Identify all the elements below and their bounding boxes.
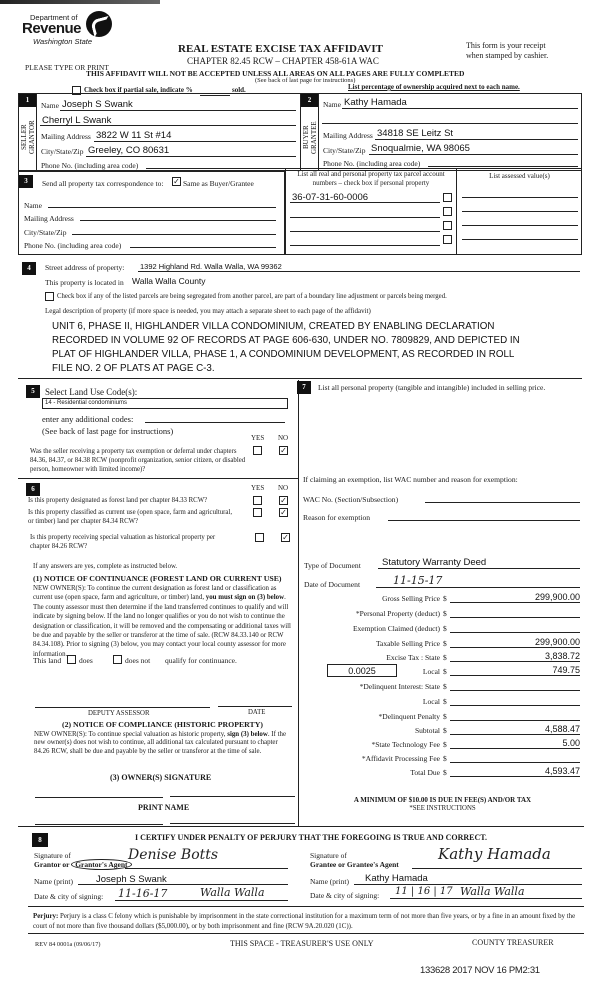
section-1-divider xyxy=(36,93,37,171)
section-6-number: 6 xyxy=(26,483,40,496)
grantor-name-value[interactable]: Joseph S Swank xyxy=(96,874,167,885)
parcel-underline-1 xyxy=(290,202,440,203)
local-rate-input[interactable]: 0.0025 xyxy=(327,664,397,677)
receipt-note-2: when stamped by cashier. xyxy=(466,51,549,60)
land-use-label: Select Land Use Code(s): xyxy=(45,387,138,397)
state-technology-fee-value[interactable]: 5.00 xyxy=(450,738,580,749)
washington-state-label: Washington State xyxy=(33,37,93,46)
does-label: does xyxy=(79,656,93,665)
historical-yes-checkbox[interactable] xyxy=(255,533,264,542)
grantor-signature-underline xyxy=(125,868,288,869)
buyer-phone-label: Phone No. (including area code) xyxy=(323,159,421,168)
current-use-question: Is this property classified as current use (open space, farm and agricultural, or timber) land per chapter 84.34 RCW? xyxy=(28,509,233,525)
seller-city-value[interactable]: Greeley, CO 80631 xyxy=(88,145,170,156)
footer-divider xyxy=(28,933,584,934)
notice-continuance-text: NEW OWNER(S): To continue the current designation as forest land or classification as current use (open space, farm and agriculture, or timber) land, you must sign on (3) below. The county assessor must then determine if the land transferred continues to qualify and will indicate by signing below. If the land no longer qualifies or you do not wish to continue the designation or classification, it will be removed and the compensating or additional taxes will be due and payable by the seller or transferor at the time of sale. (RCW 84.33.140 or RCW 84.34.108). Prior to signing (3) below, you may contact your local county assessor for more information. xyxy=(33,585,291,658)
section-5-bottom-border xyxy=(18,478,298,479)
buyer-name-value[interactable]: Kathy Hamada xyxy=(344,97,407,108)
buyer-city-value[interactable]: Snoqualmie, WA 98065 xyxy=(371,143,470,154)
this-land-label: This land xyxy=(33,656,62,665)
buyer-mailing-underline xyxy=(375,139,578,140)
scan-edge-mark xyxy=(0,0,160,4)
buyer-mailing-value[interactable]: 34818 SE Leitz St xyxy=(377,128,454,139)
grantor-name-label: Name (print) xyxy=(34,877,73,886)
county-treasurer-label: COUNTY TREASURER xyxy=(472,938,554,947)
buyer-name-label: Name xyxy=(323,100,341,109)
section-7-number: 7 xyxy=(297,381,311,394)
section-4-bottom-border xyxy=(18,378,582,379)
historical-no-checkbox[interactable]: ✓ xyxy=(282,533,289,542)
dollar-sign: $ xyxy=(443,594,447,603)
legal-line-3: PLAT OF HIGHLANDER VILLA, PHASE 1, A CONDOMINIUM DEVELOPMENT, AS RECORDED IN ROLL xyxy=(52,349,515,360)
seller-phone-input[interactable] xyxy=(146,168,296,169)
grantee-signature-underline xyxy=(412,868,582,869)
buyer-name-underline xyxy=(342,108,578,109)
gross-selling-price-value[interactable]: 299,900.00 xyxy=(450,592,580,603)
section-2-divider xyxy=(318,93,319,171)
land-use-select[interactable] xyxy=(42,398,288,409)
does-not-label: does not xyxy=(125,656,151,665)
deputy-assessor-signature-input[interactable] xyxy=(35,707,210,708)
seller-phone-label: Phone No. (including area code) xyxy=(41,161,139,170)
dollar-sign: $ xyxy=(443,667,447,676)
doc-type-underline xyxy=(378,568,580,569)
delinquent-interest-local-label: Local xyxy=(422,697,440,706)
corr-phone-label: Phone No. (including area code) xyxy=(24,241,122,250)
assessed-header: List assessed value(s) xyxy=(489,172,550,180)
grantee-date-label: Date & city of signing: xyxy=(310,891,380,900)
owner-signature-input-1[interactable] xyxy=(35,797,163,798)
section-7-bottom-border xyxy=(18,826,584,827)
corr-mailing-label: Mailing Address xyxy=(24,214,74,223)
wac-number-label: WAC No. (Section/Subsection) xyxy=(303,495,399,504)
grantor-date-underline xyxy=(115,900,288,901)
section-8-bottom-border xyxy=(28,906,584,907)
exemption-claim-label: If claiming an exemption, list WAC number and reason for exemption: xyxy=(303,475,518,484)
doc-type-label: Type of Document xyxy=(304,561,361,570)
additional-codes-input[interactable] xyxy=(145,422,285,423)
assessed-value-input-3[interactable] xyxy=(462,225,578,226)
notice-compliance-text: NEW OWNER(S): To continue special valuation as historic property, sign (3) below. If the new owner(s) does not wish to continue, all additional tax calculated pursuant to chapter 84.26 RCW, shall be due and payable by the seller or transferor at the time of sale. xyxy=(34,731,287,755)
buyer-city-label: City/State/Zip xyxy=(323,146,366,155)
excise-tax-local-label: Local xyxy=(422,667,440,676)
grantee-date-value[interactable]: 11 | 16 | 17 xyxy=(395,886,453,897)
seller-name2-underline xyxy=(40,125,296,126)
dollar-sign: $ xyxy=(443,682,447,691)
perjury-notice: Perjury: Perjury is a class C felony which is punishable by imprisonment in the state correctional institution for a maximum term of not more than five years, or by a fine in an amount fixed by the court of not more than five thousand dollars ($5,000.00), or by both imprisonment and fine (RCW 9A.20.020 (1C)). xyxy=(33,913,576,930)
legal-line-2: RECORDED IN VOLUME 92 OF RECORDS AT PAGE 606-630, UNDER NO. 7809829, AND DEPICTED IN xyxy=(52,335,520,346)
grantee-city-value[interactable]: Walla Walla xyxy=(460,885,525,898)
dollar-sign: $ xyxy=(443,624,447,633)
taxable-selling-price-value[interactable]: 299,900.00 xyxy=(450,637,580,648)
gross-selling-price-label: Gross Selling Price xyxy=(382,594,440,603)
buyer-name2-input[interactable] xyxy=(322,123,578,124)
notice-continuance-title: (1) NOTICE OF CONTINUANCE (FOREST LAND OR CURRENT USE) xyxy=(33,574,282,583)
form-revision: REV 84 0001a (09/06/17) xyxy=(35,941,101,948)
buyer-mailing-label: Mailing Address xyxy=(323,131,373,140)
additional-codes-label: enter any additional codes: xyxy=(42,414,134,424)
doc-date-underline xyxy=(376,587,580,588)
dollar-sign: $ xyxy=(443,768,447,777)
assessor-date-input[interactable] xyxy=(218,706,292,707)
affidavit-processing-fee-label: *Affidavit Processing Fee xyxy=(361,754,440,763)
reason-exemption-input[interactable] xyxy=(388,520,580,521)
total-due-value[interactable]: 4,593.47 xyxy=(450,766,580,777)
owner-signature-input-2[interactable] xyxy=(170,796,295,797)
section-3-number: 3 xyxy=(19,175,33,188)
forest-land-yes-checkbox[interactable] xyxy=(253,496,262,505)
doc-date-label: Date of Document xyxy=(304,580,361,589)
section-4-number: 4 xyxy=(22,262,36,275)
exemption-yes-checkbox[interactable] xyxy=(253,446,262,455)
form-subtitle: CHAPTER 82.45 RCW – CHAPTER 458-61A WAC xyxy=(187,56,379,66)
if-yes-note: If any answers are yes, complete as instructed below. xyxy=(33,563,178,570)
dollar-sign: $ xyxy=(443,639,447,648)
state-technology-fee-label: *State Technology Fee xyxy=(371,740,440,749)
parcel-divider xyxy=(456,168,457,255)
seller-name-value[interactable]: Joseph S Swank xyxy=(62,99,133,110)
exemption-claimed-value[interactable] xyxy=(450,622,580,633)
yes-header-5: YES xyxy=(251,434,265,442)
dollar-sign: $ xyxy=(443,754,447,763)
delinquent-penalty-label: *Delinquent Penalty xyxy=(378,712,440,721)
dollar-sign: $ xyxy=(443,653,447,662)
does-qualify-checkbox[interactable] xyxy=(67,655,76,664)
grantor-name-underline xyxy=(78,884,288,885)
personal-property-deduct-label: *Personal Property (deduct) xyxy=(355,609,440,618)
street-address-label: Street address of property: xyxy=(45,263,125,272)
corr-mailing-input[interactable] xyxy=(80,220,276,221)
corr-city-label: City/State/Zip xyxy=(24,228,67,237)
current-use-no-checkbox[interactable]: ✓ xyxy=(280,508,287,517)
personal-property-checkbox-1[interactable] xyxy=(443,193,452,202)
located-in-label: This property is located in xyxy=(45,278,124,287)
assessed-value-input-2[interactable] xyxy=(462,211,578,212)
seller-grantor-label: SELLER GRANTOR xyxy=(20,120,36,155)
no-header-6: NO xyxy=(278,484,289,492)
dor-logo-icon xyxy=(86,11,112,37)
see-back-land-use: (See back of last page for instructions) xyxy=(42,426,174,436)
seller-mailing-label: Mailing Address xyxy=(41,132,91,141)
excise-tax-state-label: Excise Tax : State xyxy=(386,653,440,662)
subtotal-value[interactable]: 4,588.47 xyxy=(450,724,580,735)
revenue-logo-text: Revenue xyxy=(22,20,82,37)
personal-property-checkbox-2[interactable] xyxy=(443,207,452,216)
dollar-sign: $ xyxy=(443,712,447,721)
exemption-claimed-label: Exemption Claimed (deduct) xyxy=(352,624,440,633)
corr-phone-input[interactable] xyxy=(130,247,276,248)
exemption-no-checkbox[interactable]: ✓ xyxy=(280,446,287,455)
grantor-date-value[interactable]: 11-16-17 xyxy=(118,887,168,900)
taxable-selling-price-label: Taxable Selling Price xyxy=(375,639,440,648)
delinquent-interest-local-value[interactable] xyxy=(450,695,580,706)
delinquent-interest-state-value[interactable] xyxy=(450,680,580,691)
segregated-parcel-checkbox[interactable] xyxy=(45,292,54,301)
seller-mailing-underline xyxy=(94,141,296,142)
wac-number-input[interactable] xyxy=(425,502,580,503)
dollar-sign: $ xyxy=(443,609,447,618)
corr-name-input[interactable] xyxy=(48,207,276,208)
deputy-assessor-label: DEPUTY ASSESSOR xyxy=(88,710,150,717)
assessed-value-input-4[interactable] xyxy=(462,239,578,240)
exemption-question: Was the seller receiving a property tax exemption or deferral under chapters 84.36, 84.37, or 84.38 RCW (nonprofit organization, senior citizen, or disabled person, homeowner with limited income)? xyxy=(30,448,246,473)
please-type-label: PLEASE TYPE OR PRINT xyxy=(25,63,109,72)
historical-property-question: Is this property receiving special valuation as historical property per chapter 84.26 RCW? xyxy=(30,534,216,550)
grantor-sig-label-1: Signature of xyxy=(34,851,71,860)
parcel-header-2: numbers – check box if personal property xyxy=(312,179,430,187)
forest-land-no-checkbox[interactable]: ✓ xyxy=(280,496,287,505)
seller-mailing-value[interactable]: 3822 W 11 St #14 xyxy=(96,130,172,141)
buyer-phone-input[interactable] xyxy=(428,166,578,167)
legal-description-label: Legal description of property (if more space is needed, you may attach a separate sheet to each page of the affidavit) xyxy=(45,307,371,315)
segregated-parcel-label: Check box if any of the listed parcels are being segregated from another parcel, are part of a boundary line adjustment or parcels being merged. xyxy=(57,293,447,300)
grantor-signature[interactable]: Denise Botts xyxy=(128,847,219,863)
seller-name-underline xyxy=(60,110,296,111)
parcel-number-input-3[interactable] xyxy=(290,231,440,232)
section-8-number: 8 xyxy=(32,833,48,847)
delinquent-interest-state-label: *Delinquent Interest: State xyxy=(359,682,440,691)
street-address-underline xyxy=(138,271,580,272)
dollar-sign: $ xyxy=(443,726,447,735)
grantee-signature[interactable]: Kathy Hamada xyxy=(438,845,551,863)
owner-print-name-input-2[interactable] xyxy=(170,823,295,824)
grantor-sig-label-2: Grantor or Grantor's Agent xyxy=(34,860,132,869)
total-due-label: Total Due xyxy=(410,768,440,777)
column-divider xyxy=(298,380,299,826)
doc-type-value[interactable]: Statutory Warranty Deed xyxy=(382,557,487,568)
subtotal-label: Subtotal xyxy=(414,726,440,735)
treasurer-stamp: 133628 2017 NOV 16 PM2:31 xyxy=(420,965,540,976)
doc-date-value[interactable]: 11-15-17 xyxy=(393,574,443,587)
corr-name-label: Name xyxy=(24,201,42,210)
excise-tax-state-value[interactable]: 3,838.72 xyxy=(450,651,580,662)
grantee-sig-label-1: Signature of xyxy=(310,851,347,860)
form-title: REAL ESTATE EXCISE TAX AFFIDAVIT xyxy=(178,43,383,55)
seller-name2-value[interactable]: Cherryl L Swank xyxy=(42,115,112,126)
parcel-number-1[interactable]: 36-07-31-60-0006 xyxy=(292,192,369,203)
ownership-note: List percentage of ownership acquired next to each name. xyxy=(348,83,520,91)
forest-land-question: Is this property designated as forest land per chapter 84.33 RCW? xyxy=(28,497,208,504)
same-as-buyer-label: Same as Buyer/Grantee xyxy=(183,179,254,188)
treasurer-space-label: THIS SPACE - TREASURER'S USE ONLY xyxy=(230,939,374,948)
assessed-value-input-1[interactable] xyxy=(462,197,578,198)
legal-line-1: UNIT 6, PHASE II, HIGHLANDER VILLA CONDOMINIUM, CREATED BY ENABLING DECLARATION xyxy=(52,321,495,332)
land-use-value: 14 - Residential condominiums xyxy=(45,400,128,406)
delinquent-penalty-value[interactable] xyxy=(450,710,580,721)
buyer-city-underline xyxy=(369,154,578,155)
grantee-name-value[interactable]: Kathy Hamada xyxy=(365,873,428,884)
print-name-label: PRINT NAME xyxy=(138,803,190,812)
see-instructions-note: *SEE INSTRUCTIONS xyxy=(409,805,476,812)
seller-city-label: City/State/Zip xyxy=(41,147,84,156)
dollar-sign: $ xyxy=(443,697,447,706)
section-5-number: 5 xyxy=(26,385,40,398)
partial-sale-label: Check box if partial sale, indicate % xyxy=(84,86,193,94)
assessor-date-label: DATE xyxy=(248,709,266,716)
legal-line-4: FILE NO. 2 OF PLATS AT PAGE C-3. xyxy=(52,363,215,374)
personal-property-checkbox-4[interactable] xyxy=(443,235,452,244)
parcel-header-1: List all real and personal property tax parcel account xyxy=(297,170,445,178)
reason-exemption-label: Reason for exemption xyxy=(303,513,371,522)
current-use-yes-checkbox[interactable] xyxy=(253,508,262,517)
receipt-note-1: This form is your receipt xyxy=(466,41,546,50)
personal-property-label: List all personal property (tangible and intangible) included in selling price. xyxy=(318,383,546,392)
buyer-grantee-label: BUYER GRANTEE xyxy=(302,121,318,154)
affidavit-processing-fee-value[interactable] xyxy=(450,752,580,763)
legal-description-value[interactable] xyxy=(52,320,582,376)
seller-city-underline xyxy=(86,156,296,157)
grantee-sig-label-2: Grantee or Grantee's Agent xyxy=(310,860,399,869)
qualify-label: qualify for continuance. xyxy=(165,656,237,665)
send-correspondence-label: Send all property tax correspondence to: xyxy=(42,179,164,188)
grantor-date-label: Date & city of signing: xyxy=(34,892,104,901)
owner-signature-title: (3) OWNER(S) SIGNATURE xyxy=(110,773,212,782)
personal-property-checkbox-3[interactable] xyxy=(443,221,452,230)
grantee-name-label: Name (print) xyxy=(310,877,349,886)
located-in-value[interactable]: Walla Walla County xyxy=(132,276,206,286)
yes-header-6: YES xyxy=(251,484,265,492)
see-back-note: (See back of last page for instructions) xyxy=(255,77,356,84)
no-header-5: NO xyxy=(278,434,289,442)
personal-property-deduct-value[interactable] xyxy=(450,607,580,618)
certify-statement: I CERTIFY UNDER PENALTY OF PERJURY THAT THE FOREGOING IS TRUE AND CORRECT. xyxy=(135,833,488,842)
minimum-due-note: A MINIMUM OF $10.00 IS DUE IN FEE(S) AND/OR TAX xyxy=(353,796,532,804)
same-as-buyer-checkbox[interactable]: ✓ xyxy=(173,177,180,186)
corr-city-input[interactable] xyxy=(72,234,276,235)
excise-tax-local-value[interactable]: 749.75 xyxy=(450,665,580,676)
dollar-sign: $ xyxy=(443,740,447,749)
parcel-number-input-4[interactable] xyxy=(290,245,440,246)
parcel-number-input-2[interactable] xyxy=(290,217,440,218)
section-1-number: 1 xyxy=(19,94,36,107)
section-2-number: 2 xyxy=(301,94,318,107)
dept-of-label: Department of xyxy=(30,13,78,22)
owner-print-name-input-1[interactable] xyxy=(35,824,163,825)
grantor-city-value[interactable]: Walla Walla xyxy=(200,886,265,899)
street-address-value[interactable]: 1392 Highland Rd. Walla Walla, WA 99362 xyxy=(140,262,282,271)
partial-sale-sold-label: sold. xyxy=(232,86,246,94)
personal-property-input[interactable] xyxy=(305,410,580,470)
warning-text: THIS AFFIDAVIT WILL NOT BE ACCEPTED UNLESS ALL AREAS ON ALL PAGES ARE FULLY COMPLETED xyxy=(86,69,465,78)
notice-compliance-title: (2) NOTICE OF COMPLIANCE (HISTORIC PROPERTY) xyxy=(62,720,263,729)
does-not-qualify-checkbox[interactable] xyxy=(113,655,122,664)
grantee-date-underline xyxy=(390,898,582,899)
seller-name-label: Name xyxy=(41,101,59,110)
